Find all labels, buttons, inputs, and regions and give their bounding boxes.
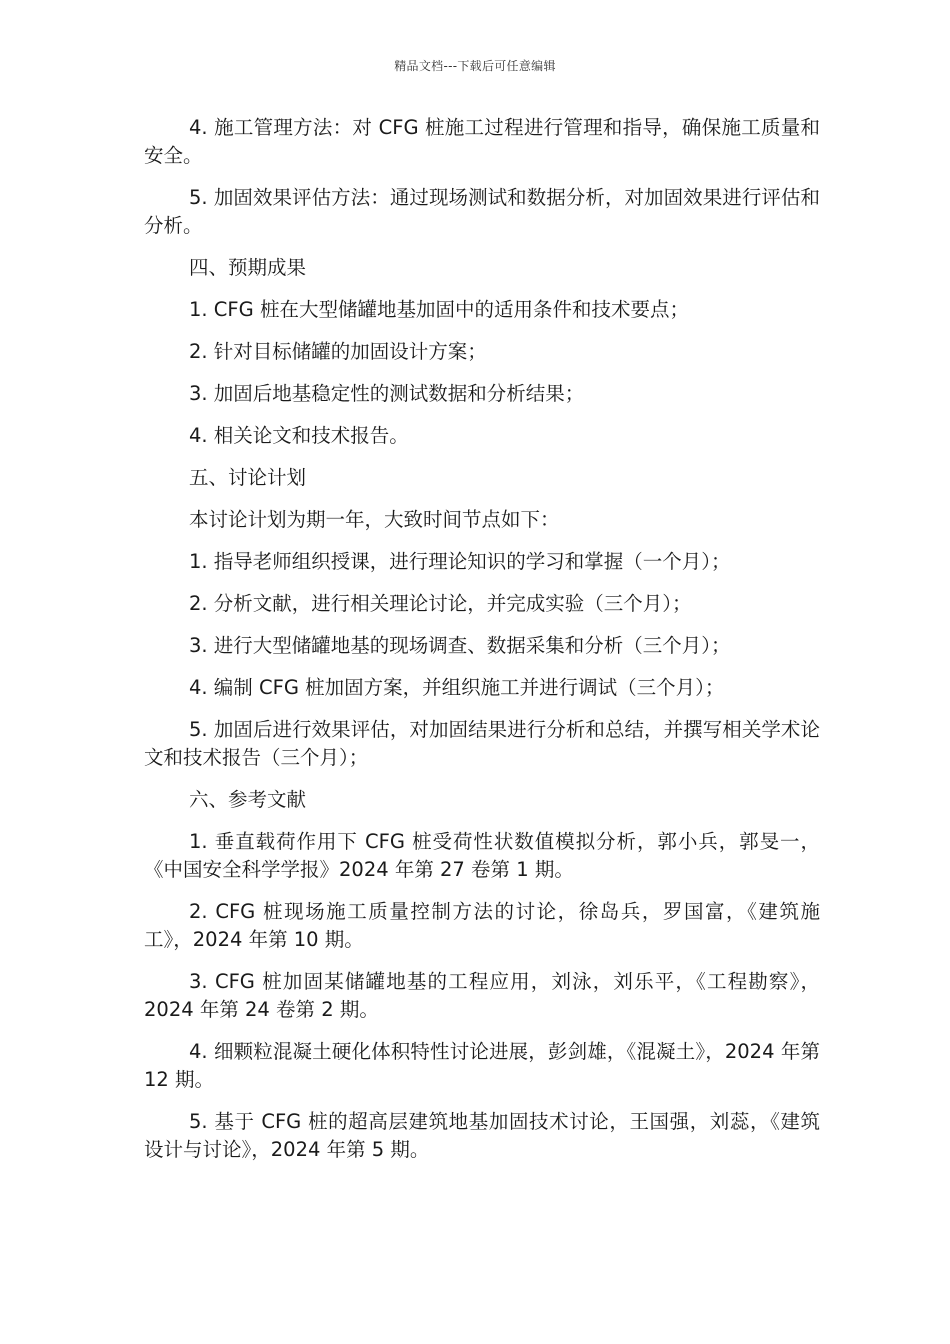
list-item: 1. 指导老师组织授课，进行理论知识的学习和掌握（一个月）；	[189, 550, 731, 573]
list-item: 2. 分析文献，进行相关理论讨论，并完成实验（三个月）；	[189, 592, 692, 615]
header-note: 精品文档---下载后可任意编辑	[394, 59, 556, 73]
list-item: 1. CFG 桩在大型储罐地基加固中的适用条件和技术要点；	[189, 298, 689, 321]
section-heading-references: 六、参考文献	[189, 788, 307, 811]
reference-item: 2. CFG 桩现场施工质量控制方法的讨论，徐岛兵，罗国富，《建筑施工》，2024 年第 10 期。	[144, 900, 820, 951]
list-item: 3. 进行大型储罐地基的现场调查、数据采集和分析（三个月）；	[189, 634, 731, 657]
plan-intro: 本讨论计划为期一年，大致时间节点如下：	[189, 508, 560, 531]
document-body	[144, 114, 820, 1178]
list-item: 5. 加固后进行效果评估，对加固结果进行分析和总结，并撰写相关学术论文和技术报告（三个月）；	[144, 718, 820, 769]
reference-item: 4. 细颗粒混凝土硬化体积特性讨论进展，彭剑雄，《混凝土》，2024 年第 12 期。	[144, 1040, 820, 1091]
section-heading-expected-results: 四、预期成果	[189, 256, 307, 279]
paragraph-construction-management: 4. 施工管理方法：对 CFG 桩施工过程进行管理和指导，确保施工质量和安全。	[144, 116, 820, 167]
paragraph-effect-evaluation: 5. 加固效果评估方法：通过现场测试和数据分析，对加固效果进行评估和分析。	[144, 186, 820, 237]
list-item: 4. 相关论文和技术报告。	[189, 424, 409, 447]
reference-item: 5. 基于 CFG 桩的超高层建筑地基加固技术讨论，王国强，刘蕊，《建筑设计与讨论》，2024 年第 5 期。	[144, 1110, 820, 1161]
list-item: 3. 加固后地基稳定性的测试数据和分析结果；	[189, 382, 585, 405]
list-item: 4. 编制 CFG 桩加固方案，并组织施工并进行调试（三个月）；	[189, 676, 725, 699]
reference-item: 1. 垂直载荷作用下 CFG 桩受荷性状数值模拟分析，郭小兵，郭旻一，《中国安全科学学报》2024 年第 27 卷第 1 期。	[144, 830, 820, 881]
reference-item: 3. CFG 桩加固某储罐地基的工程应用，刘泳，刘乐平，《工程勘察》，2024 年第 24 卷第 2 期。	[144, 970, 820, 1021]
list-item: 2. 针对目标储罐的加固设计方案；	[189, 340, 487, 363]
section-heading-research-plan: 五、讨论计划	[189, 466, 307, 489]
